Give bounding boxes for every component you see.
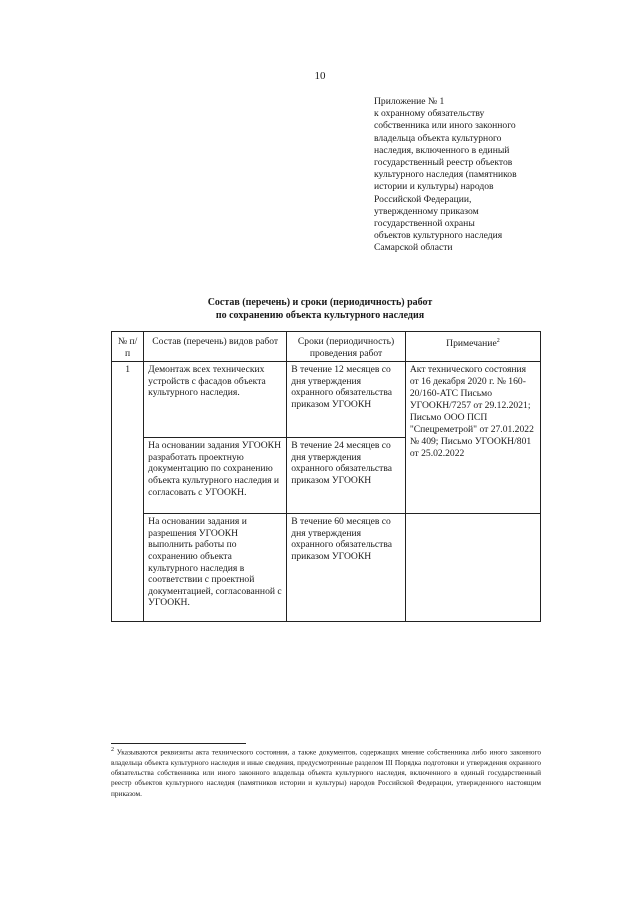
document-title xyxy=(0,296,640,322)
header-term: Сроки (периодичность) проведения работ xyxy=(287,332,406,362)
header-note-label: Примечание xyxy=(446,338,497,350)
footnote-text: Указываются реквизиты акта технического состояния, а также документов, содержащих мнение собственника либо иного законного владельца объекта культурного наследия и иные сведения, предусмотренные разделом III Порядка подготовки и утверждения охранного обязательства собственника или иного законного владельца объекта культурного наследия, включенного в единый государственный реестр объектов культурного наследия (памятников истории и культуры) народов Российской Федерации, утвержденного настоящим приказом. xyxy=(111,747,542,798)
appendix-line: Приложение № 1 xyxy=(374,96,445,107)
term-cell: В течение 12 месяцев со дня утверждения охранного обязательства приказом УГООКН xyxy=(287,362,406,438)
work-cell: На основании задания УГООКН разработать проектную документацию по сохранению объекта культурного наследия и согласовать с УГООКН. xyxy=(144,438,287,514)
row-number: 1 xyxy=(112,362,144,622)
header-no: № п/п xyxy=(112,332,144,362)
table-header-row xyxy=(112,332,541,362)
appendix-line: государственной охраны xyxy=(374,218,475,230)
appendix-line: государственный реестр объектов xyxy=(374,157,513,169)
appendix-line: истории и культуры) народов xyxy=(374,181,494,193)
works-table xyxy=(111,331,541,622)
footnote-divider xyxy=(111,743,246,744)
footnote-ref: 2 xyxy=(496,338,500,344)
header-work: Состав (перечень) видов работ xyxy=(144,332,287,362)
appendix-line: наследия, включенного в единый xyxy=(374,144,510,156)
term-cell: В течение 60 месяцев со дня утверждения охранного обязательства приказом УГООКН xyxy=(287,514,406,622)
work-cell: На основании задания и разрешения УГООКН выполнить работы по сохранению объекта культурного наследия в соответствии с проектной документацией, согласованной с УГООКН. xyxy=(144,514,287,622)
term-cell: В течение 24 месяцев со дня утверждения охранного обязательства приказом УГООКН xyxy=(287,438,406,514)
page-number: 10 xyxy=(314,70,326,82)
appendix-line: культурного наследия (памятников xyxy=(374,169,517,181)
appendix-line: утвержденному приказом xyxy=(374,205,479,217)
work-cell: Демонтаж всех технических устройств с фасадов объекта культурного наследия. xyxy=(144,362,287,438)
note-cell: Акт технического состояния от 16 декабря 2020 г. № 160-20/160-АТС Письмо УГООКН/7257 от 29.12.2021; Письмо ООО ПСП "Спецреметрой" от 27.01.2022 № 409; Письмо УГООКН/801 от 25.02.2022 xyxy=(405,362,540,514)
appendix-line: Российской Федерации, xyxy=(374,193,472,205)
title-line-1: Состав (перечень) и сроки (периодичность) работ xyxy=(207,297,433,308)
footnote-marker: 2 xyxy=(111,747,114,753)
table-row xyxy=(112,362,541,438)
appendix-line: владельца объекта культурного xyxy=(374,132,502,144)
header-note xyxy=(405,332,540,362)
footnote xyxy=(111,745,541,799)
appendix-line: к охранному обязательству xyxy=(374,108,485,120)
appendix-block xyxy=(374,96,574,255)
appendix-line: Самарской области xyxy=(374,242,453,254)
empty-note-cell xyxy=(405,514,540,622)
appendix-line: собственника или иного законного xyxy=(374,120,516,132)
title-line-2: по сохранению объекта культурного наследия xyxy=(215,310,425,321)
table-row xyxy=(112,514,541,622)
appendix-line: объектов культурного наследия xyxy=(374,230,503,242)
